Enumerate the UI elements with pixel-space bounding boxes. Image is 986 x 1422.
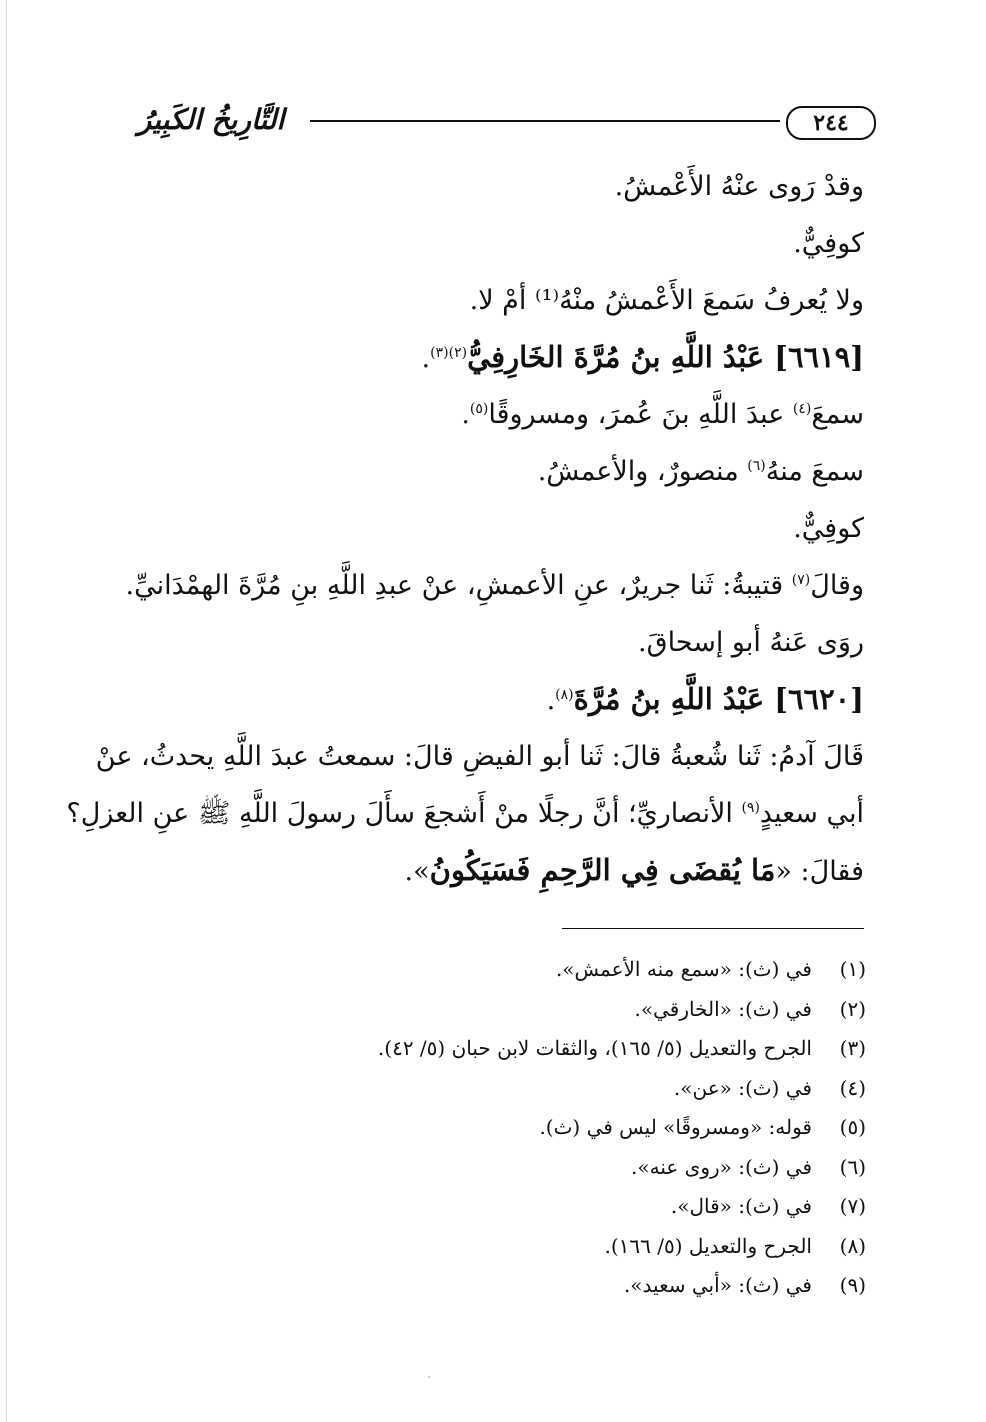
footnote [126,1108,866,1148]
footnote-text: قوله: «ومسروقًا» ليس في (ث). [539,1115,812,1139]
footnote-number: (١) [839,957,866,981]
scan-edge-line [6,0,7,1422]
entry-heading-text: [٦٦١٩] عَبْدُ اللَّهِ بنُ مُرَّةَ الخَارِفِيُّ [467,340,864,374]
footnote-number: (٧) [839,1194,866,1218]
text-segment: قتيبةُ: ثَنا جريرٌ، عنِ الأعمشِ، عنْ عبدِ اللَّهِ بنِ مُرَّةَ الهمْدَانيِّ. [125,570,792,601]
text-line: كوفِيٌّ. [793,228,864,259]
text-line [124,443,864,500]
footnote-number: (٩) [839,1273,866,1297]
footnote-ref: (٤) [792,401,812,417]
page-number: ٢٤٤ [786,106,876,140]
text-segment: ». [404,856,430,887]
footnote-text: في (ث): «عن». [673,1075,812,1100]
footnote-number: (٥) [839,1115,866,1139]
footnote [126,1029,866,1069]
text-line [124,557,864,614]
footnote-number: (٣) [839,1036,866,1060]
text-segment: ولا يُعرفُ سَمعَ الأَعْمشُ منْهُ⁽¹⁾ أمْ لا. [469,285,864,316]
footnote-ref: (٧) [791,572,811,588]
text-segment: فقالَ: « [775,856,864,887]
text-line [124,386,864,443]
footnote-ref: (٥) [469,401,489,417]
footnote-number: (٦) [839,1154,866,1179]
footnote [126,950,866,990]
text-segment: منصورٌ، والأعمشُ. [537,456,748,487]
footnote-number: (٨) [839,1233,866,1258]
scan-speck [428,1376,430,1378]
footnote-text: الجرح والتعديل (٥/ ١٦٥)، والثقات لابن حبان (٥/ ٤٢). [377,1036,812,1060]
footnote-ref: (٦) [747,458,766,474]
text-segment: كوفِيٌّ. [793,513,864,544]
book-title: التَّارِيخُ الكَبِيرُ [137,103,285,136]
footnote-text: الجرح والتعديل (٥/ ١٦٦). [604,1233,812,1258]
text-line: قَالَ آدمُ: ثَنا شُعبةُ قالَ: ثَنا أبو الفيضِ قالَ: سمعتُ عبدَ اللَّهِ يحدثُ، عنْ [95,741,864,772]
footnote [126,1266,866,1306]
page-header [116,98,876,142]
text-segment: عبدَ اللَّهِ بنَ عُمرَ، ومسروقًا [488,399,793,430]
footnote [126,1187,866,1227]
footnote-text: في (ث): «أبي سعيد». [623,1273,812,1297]
footnote-text: في (ث): «سمع منه الأعمش». [555,957,812,981]
footnote-text: في (ث): «روى عنه». [631,1154,812,1179]
text-segment: سمعَ [811,399,864,430]
footnote-number: (٤) [839,1075,866,1100]
footnote-separator [562,928,864,929]
header-rule [310,120,780,122]
text-segment: سمعَ منهُ [765,456,864,487]
hadith-phrase: مَا يُقضَى فِي الرَّحِمِ فَسَيَكُونُ [429,853,776,887]
text-line [124,842,864,899]
main-text [66,158,864,899]
footnote-ref: (٨) [555,687,574,703]
footnotes [126,950,866,1306]
entry-heading-text: [٦٦٢٠] عَبْدُ اللَّهِ بنُ مُرَّةَ [573,682,864,716]
footnote [126,1148,866,1188]
footnote-ref: (٢)(٣) [430,345,468,361]
entry-heading-6619: [٦٦١٩] عَبْدُ اللَّهِ بنُ مُرَّةَ الخَارِفِيُّ$^{(٢)(٣)}$. [421,340,864,374]
footnote [126,1227,866,1267]
text-line [124,500,864,557]
text-line: وقدْ رَوى عنْهُ الأَعْمشُ. [614,171,864,202]
text-line [124,272,864,329]
text-line [124,614,864,671]
text-segment: أبي سعيدٍ [759,798,864,829]
text-segment: وقالَ [810,570,864,601]
footnote-number: (٢) [839,996,866,1021]
text-line [66,785,864,842]
text-segment: . [461,399,470,430]
text-segment: روَى عَنهُ أبو إسحاقَ. [638,627,864,658]
footnote-text: في (ث): «قال». [670,1194,812,1218]
entry-heading-6620: [٦٦٢٠] عَبْدُ اللَّهِ بنُ مُرَّةَ$^{(٨)}$. [546,682,864,716]
footnote [126,990,866,1030]
footnote-text: في (ث): «الخارقي». [634,996,812,1021]
footnote-ref: (٩) [741,800,760,816]
text-segment: الأنصاريِّ؛ أنَّ رجلًا منْ أَشجعَ سأَلَ رسولَ اللَّهِ ﷺ عنِ العزلِ؟ [66,798,742,829]
footnote [126,1069,866,1109]
